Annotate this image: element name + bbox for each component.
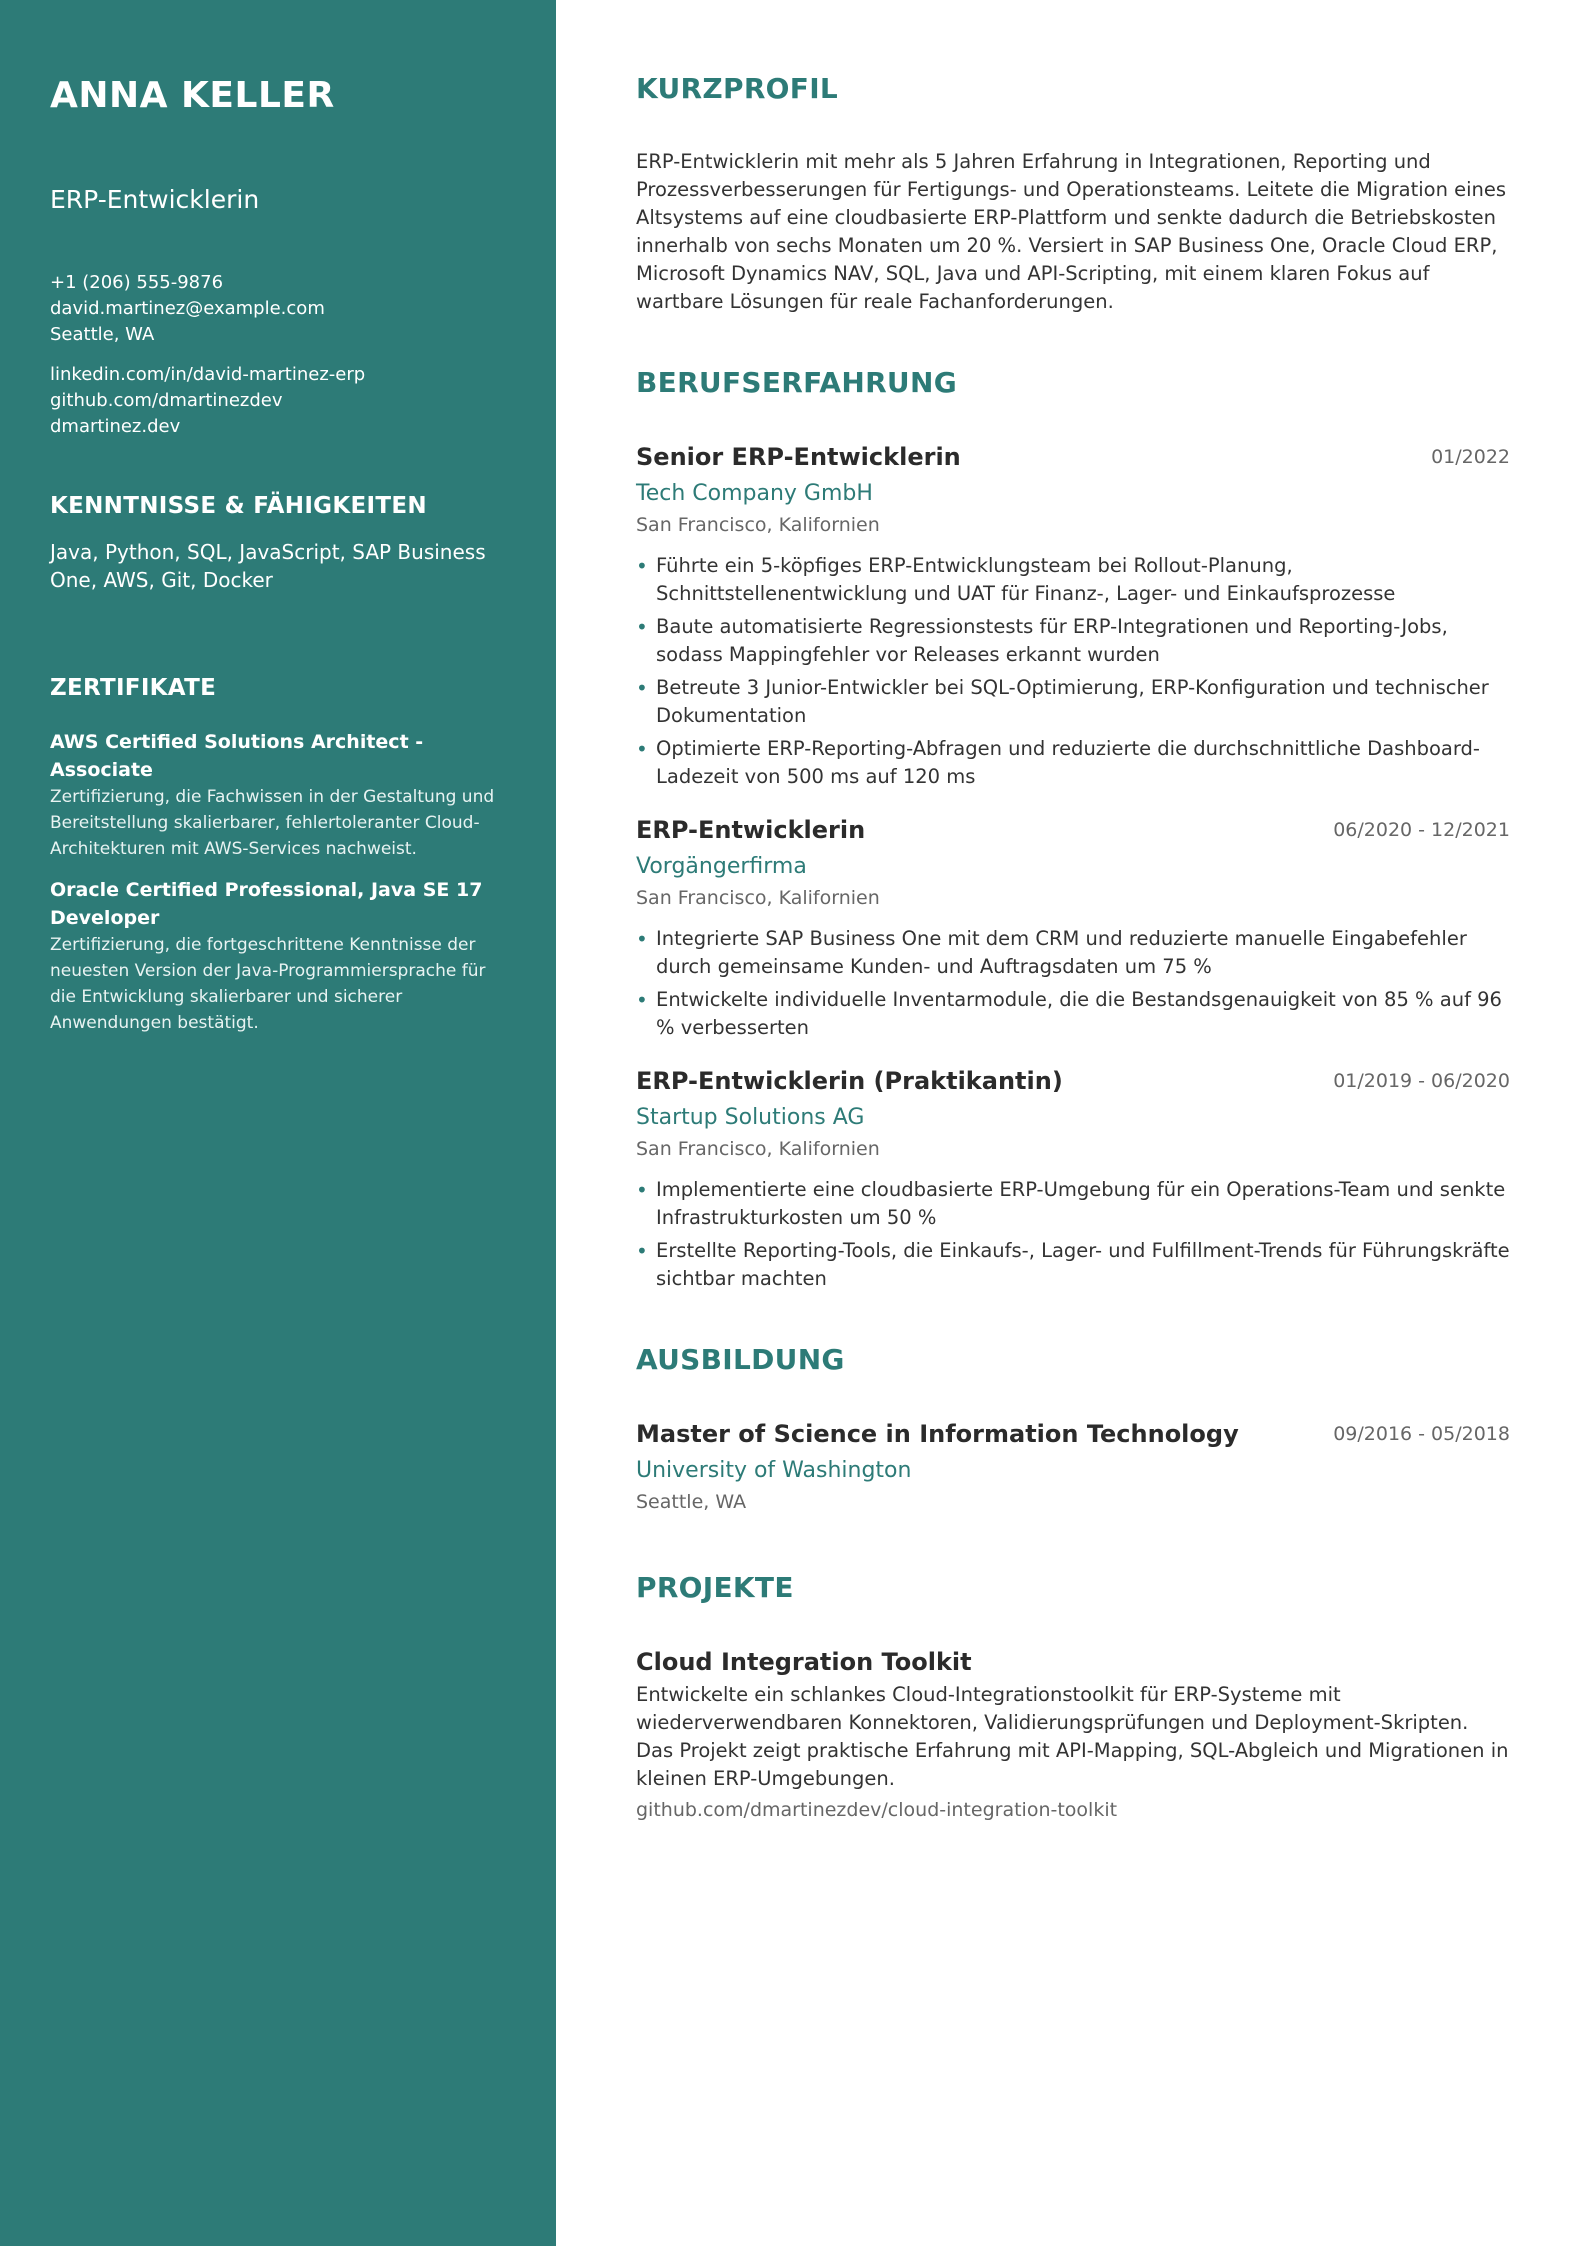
education-date: 09/2016 - 05/2018 [1333, 1423, 1510, 1445]
job-bullet: • Implementierte eine cloudbasierte ERP-Umgebung für ein Operations-Team und senkte Infrastrukturkosten um 50 % [636, 1176, 1510, 1232]
cert-description: Zertifizierung, die fortgeschrittene Kenntnisse der neuesten Version der Java-Programmiersprache für die Entwicklung skalierbarer und sicherer Anwendungen bestätigt. [50, 935, 486, 1033]
candidate-role: ERP-Entwicklerin [50, 185, 260, 214]
job-entry [636, 1064, 1510, 1293]
job-company: Vorgängerfirma [636, 854, 807, 879]
job-entry [636, 813, 1510, 1042]
sidebar [0, 0, 556, 2246]
job-bullet: • Entwickelte individuelle Inventarmodule, die die Bestandsgenauigkeit von 85 % auf 96 % verbesserten [636, 986, 1510, 1042]
job-date: 06/2020 - 12/2021 [1333, 819, 1510, 841]
job-bullets [636, 552, 1510, 791]
cert-description: Zertifizierung, die Fachwissen in der Gestaltung und Bereitstellung skalierbarer, fehlertoleranter Cloud-Architekturen mit AWS-Services nachweist. [50, 787, 495, 859]
main-content [636, 70, 1510, 1825]
school-location: Seattle, WA [636, 1491, 747, 1513]
projects-heading: PROJEKTE [636, 1571, 794, 1604]
location: Seattle, WA [50, 324, 155, 345]
summary-heading: KURZPROFIL [636, 72, 839, 105]
job-location: San Francisco, Kalifornien [636, 887, 880, 909]
job-location: San Francisco, Kalifornien [636, 1138, 880, 1160]
education-entry [636, 1417, 1510, 1517]
contact-block [50, 270, 506, 348]
job-title: ERP-Entwicklerin (Praktikantin) [636, 1067, 1063, 1095]
job-bullet: • Führte ein 5-köpfiges ERP-Entwicklungsteam bei Rollout-Planung, Schnittstellenentwicklung und UAT für Finanz-, Lager- und Einkaufsprozesse [636, 552, 1510, 608]
skills-heading: KENNTNISSE & FÄHIGKEITEN [50, 493, 427, 519]
certs-heading: ZERTIFIKATE [50, 675, 217, 701]
job-title: ERP-Entwicklerin [636, 816, 866, 844]
links-block [50, 362, 506, 440]
job-date: 01/2022 [1431, 446, 1510, 468]
job-bullet: • Optimierte ERP-Reporting-Abfragen und reduzierte die durchschnittliche Dashboard-Ladezeit von 500 ms auf 120 ms [636, 735, 1510, 791]
job-company: Tech Company GmbH [636, 481, 873, 506]
cert-item [50, 876, 506, 1036]
project-entry [636, 1645, 1510, 1825]
job-bullet: • Erstellte Reporting-Tools, die Einkaufs-, Lager- und Fulfillment-Trends für Führungskräfte sichtbar machten [636, 1237, 1510, 1293]
job-bullets [636, 1176, 1510, 1293]
project-description: Entwickelte ein schlankes Cloud-Integrationstoolkit für ERP-Systeme mit wiederverwendbaren Konnektoren, Validierungsprüfungen und Deployment-Skripten. Das Projekt zeigt praktische Erfahrung mit API-Mapping, SQL-Abgleich und Migrationen in kleinen ERP-Umgebungen. [636, 1683, 1509, 1790]
job-bullet: • Baute automatisierte Regressionstests für ERP-Integrationen und Reporting-Jobs, sodass Mappingfehler vor Releases erkannt wurden [636, 613, 1510, 669]
job-bullet: • Integrierte SAP Business One mit dem CRM und reduzierte manuelle Eingabefehler durch gemeinsame Kunden- und Auftragsdaten um 75 % [636, 925, 1510, 981]
cert-title: AWS Certified Solutions Architect - Associate [50, 731, 424, 781]
linkedin-link[interactable]: linkedin.com/in/david-martinez-erp [50, 364, 366, 385]
github-link[interactable]: github.com/dmartinezdev [50, 390, 283, 411]
education-heading: AUSBILDUNG [636, 1343, 845, 1376]
phone-number: +1 (206) 555-9876 [50, 272, 224, 293]
school-name: University of Washington [636, 1458, 912, 1483]
experience-heading: BERUFSERFAHRUNG [636, 366, 957, 399]
job-bullet: • Betreute 3 Junior-Entwickler bei SQL-Optimierung, ERP-Konfiguration und technischer Dokumentation [636, 674, 1510, 730]
candidate-name: ANNA KELLER [50, 75, 335, 116]
email-address[interactable]: david.martinez@example.com [50, 298, 325, 319]
project-title: Cloud Integration Toolkit [636, 1648, 972, 1676]
job-entry [636, 440, 1510, 791]
job-date: 01/2019 - 06/2020 [1333, 1070, 1510, 1092]
cert-title: Oracle Certified Professional, Java SE 17 Developer [50, 879, 483, 929]
job-title: Senior ERP-Entwicklerin [636, 443, 961, 471]
cert-item [50, 728, 506, 862]
job-location: San Francisco, Kalifornien [636, 514, 880, 536]
job-bullets [636, 925, 1510, 1042]
skills-list: Java, Python, SQL, JavaScript, SAP Business One, AWS, Git, Docker [50, 540, 486, 592]
website-link[interactable]: dmartinez.dev [50, 416, 181, 437]
degree-title: Master of Science in Information Technology [636, 1420, 1239, 1448]
project-link[interactable]: github.com/dmartinezdev/cloud-integration-toolkit [636, 1799, 1118, 1821]
summary-text: ERP-Entwicklerin mit mehr als 5 Jahren Erfahrung in Integrationen, Reporting und Prozessverbesserungen für Fertigungs- und Operationsteams. Leitete die Migration eines Altsystems auf eine cloudbasierte ERP-Plattform und senkte dadurch die Betriebskosten innerhalb von sechs Monaten um 20 %. Versiert in SAP Business One, Oracle Cloud ERP, Microsoft Dynamics NAV, SQL, Java und API-Scripting, mit einem klaren Fokus auf wartbare Lösungen für reale Fachanforderungen. [636, 150, 1507, 313]
job-company: Startup Solutions AG [636, 1105, 865, 1130]
